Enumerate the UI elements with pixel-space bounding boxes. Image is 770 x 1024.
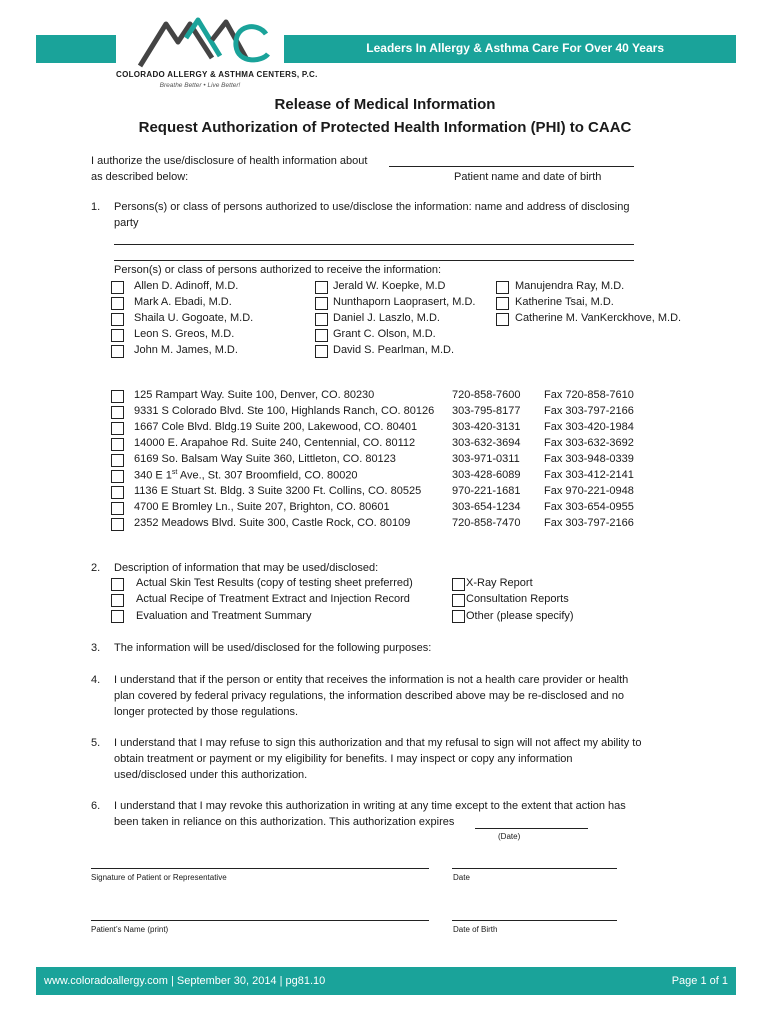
footer-bar	[36, 967, 736, 995]
section2-label: Description of information that may be used/disclosed:	[114, 562, 379, 574]
disclosing-party-line-1[interactable]	[114, 244, 634, 245]
logo-slogan: Breathe Better • Live Better!	[159, 82, 241, 89]
location-address: 2352 Meadows Blvd. Suite 300, Castle Rock, CO. 80109	[134, 517, 411, 529]
location-address	[134, 469, 358, 482]
location-address: 1667 Cole Blvd. Bldg.19 Suite 200, Lakewood, CO. 80401	[134, 421, 418, 433]
location-checkbox[interactable]	[111, 406, 124, 419]
section4-text: longer protected by those regulations.	[114, 706, 299, 718]
doctor-checkbox[interactable]	[315, 281, 328, 294]
section5-text: obtain treatment or payment or my eligibility for benefits. I may inspect or copy any information	[114, 753, 573, 765]
doctor-checkbox[interactable]	[111, 313, 124, 326]
doctor-name: Grant C. Olson, M.D.	[333, 328, 436, 340]
location-fax: Fax 303-948-0339	[544, 453, 634, 465]
location-fax: Fax 303-412-2141	[544, 469, 634, 481]
section6-number: 6.	[91, 800, 101, 812]
doctor-name: Katherine Tsai, M.D.	[515, 296, 614, 308]
logo-mark-icon	[116, 16, 284, 68]
location-fax: Fax 303-420-1984	[544, 421, 634, 433]
doctor-name: John M. James, M.D.	[134, 344, 238, 356]
location-fax: Fax 303-797-2166	[544, 517, 634, 529]
date-field[interactable]	[452, 868, 617, 869]
doctor-name: Catherine M. VanKerckhove, M.D.	[515, 312, 682, 324]
location-checkbox[interactable]	[111, 422, 124, 435]
location-phone: 303-632-3694	[452, 437, 521, 449]
info-option: Actual Skin Test Results (copy of testing sheet preferred)	[136, 577, 413, 589]
doctor-name: Leon S. Greos, M.D.	[134, 328, 235, 340]
section6-text: been taken in reliance on this authorization. This authorization expires	[114, 816, 455, 828]
authorize-text: I authorize the use/disclosure of health information about	[91, 155, 368, 167]
page-subtitle: Request Authorization of Protected Health Information (PHI) to CAAC	[138, 119, 632, 136]
doctor-checkbox[interactable]	[496, 313, 509, 326]
location-fax: Fax 720-858-7610	[544, 389, 634, 401]
doctor-checkbox[interactable]	[315, 345, 328, 358]
patient-name-label: Patient name and date of birth	[454, 171, 602, 183]
location-phone: 303-420-3131	[452, 421, 521, 433]
doctor-name: Mark A. Ebadi, M.D.	[134, 296, 232, 308]
caac-logo	[116, 16, 318, 98]
section2-number: 2.	[91, 562, 101, 574]
page-number: Page 1 of 1	[671, 975, 728, 987]
section1-text: Persons(s) or class of persons authorized to use/disclose the information: name and address of disclosing	[114, 201, 630, 213]
info-checkbox[interactable]	[111, 578, 124, 591]
doctor-checkbox[interactable]	[315, 329, 328, 342]
location-address: 6169 So. Balsam Way Suite 360, Littleton, CO. 80123	[134, 453, 396, 465]
section3-text: The information will be used/disclosed for the following purposes:	[114, 642, 432, 654]
logo-name: COLORADO ALLERGY & ASTHMA CENTERS, P.C.	[116, 70, 318, 79]
location-checkbox[interactable]	[111, 470, 124, 483]
location-phone: 970-221-1681	[452, 485, 521, 497]
info-checkbox[interactable]	[111, 610, 124, 623]
as-described-text: as described below:	[91, 171, 189, 183]
doctor-checkbox[interactable]	[496, 297, 509, 310]
location-checkbox[interactable]	[111, 486, 124, 499]
location-fax: Fax 303-797-2166	[544, 405, 634, 417]
section5-text: used/disclosed under this authorization.	[114, 769, 308, 781]
location-checkbox[interactable]	[111, 390, 124, 403]
doctor-checkbox[interactable]	[315, 313, 328, 326]
location-address: 125 Rampart Way. Suite 100, Denver, CO. 80230	[134, 389, 375, 401]
patient-name-print-field[interactable]	[91, 920, 429, 921]
location-fax: Fax 303-654-0955	[544, 501, 634, 513]
section5-text: I understand that I may refuse to sign this authorization and that my refusal to sign will not affect my ability to	[114, 737, 642, 749]
page-title: Release of Medical Information	[274, 96, 496, 113]
location-phone: 720-858-7600	[452, 389, 521, 401]
location-address: 14000 E. Arapahoe Rd. Suite 240, Centennial, CO. 80112	[134, 437, 416, 449]
location-fax: Fax 303-632-3692	[544, 437, 634, 449]
info-checkbox[interactable]	[452, 610, 465, 623]
info-checkbox[interactable]	[452, 594, 465, 607]
location-phone: 303-428-6089	[452, 469, 521, 481]
location-phone: 303-795-8177	[452, 405, 521, 417]
section4-text: plan covered by federal privacy regulations, the information described above may be re-disclosed and no	[114, 690, 624, 702]
date-label: Date	[453, 873, 470, 882]
location-checkbox[interactable]	[111, 438, 124, 451]
section1-text-2: party	[114, 217, 139, 229]
location-address: 4700 E Bromley Ln., Suite 207, Brighton, CO. 80601	[134, 501, 390, 513]
info-checkbox[interactable]	[111, 594, 124, 607]
doctor-checkbox[interactable]	[111, 281, 124, 294]
location-fax: Fax 970-221-0948	[544, 485, 634, 497]
doctor-checkbox[interactable]	[111, 297, 124, 310]
expiration-date-label: (Date)	[498, 832, 521, 841]
location-phone: 303-654-1234	[452, 501, 521, 513]
patient-name-field[interactable]	[389, 166, 634, 167]
info-option: Other (please specify)	[466, 610, 574, 622]
signature-field[interactable]	[91, 868, 429, 869]
section3-number: 3.	[91, 642, 101, 654]
patient-name-print-label: Patient’s Name (print)	[91, 925, 169, 934]
location-phone: 720-858-7470	[452, 517, 521, 529]
footer-info: www.coloradoallergy.com | September 30, 2014 | pg81.10	[44, 975, 326, 987]
location-address: 1136 E Stuart St. Bldg. 3 Suite 3200 Ft. Collins, CO. 80525	[134, 485, 422, 497]
doctor-name: Jerald W. Koepke, M.D	[333, 280, 446, 292]
disclosing-party-line-2[interactable]	[114, 260, 634, 261]
expiration-date-field[interactable]	[475, 828, 588, 829]
location-phone: 303-971-0311	[452, 453, 520, 465]
section6-text: I understand that I may revoke this authorization in writing at any time except to the extent that action has	[114, 800, 626, 812]
doctor-checkbox[interactable]	[111, 345, 124, 358]
receive-label: Person(s) or class of persons authorized to receive the information:	[114, 264, 442, 276]
date-of-birth-field[interactable]	[452, 920, 617, 921]
doctor-name: Shaila U. Gogoate, M.D.	[134, 312, 254, 324]
section4-number: 4.	[91, 674, 101, 686]
info-checkbox[interactable]	[452, 578, 465, 591]
location-address-sup: st	[171, 469, 178, 476]
signature-label: Signature of Patient or Representative	[91, 873, 227, 882]
location-address: 9331 S Colorado Blvd. Ste 100, Highlands Ranch, CO. 80126	[134, 405, 435, 417]
section4-text: I understand that if the person or entity that receives the information is not a health care provider or health	[114, 674, 629, 686]
doctor-checkbox[interactable]	[111, 329, 124, 342]
location-checkbox[interactable]	[111, 502, 124, 515]
doctor-name: Manujendra Ray, M.D.	[515, 280, 625, 292]
info-option: Actual Recipe of Treatment Extract and Injection Record	[136, 593, 410, 605]
location-address-part: 340 E 1	[134, 469, 172, 482]
doctor-checkbox[interactable]	[315, 297, 328, 310]
doctor-name: Daniel J. Laszlo, M.D.	[333, 312, 440, 324]
location-checkbox[interactable]	[111, 518, 124, 531]
doctor-name: Nunthaporn Laoprasert, M.D.	[333, 296, 476, 308]
doctor-checkbox[interactable]	[496, 281, 509, 294]
doctor-name: David S. Pearlman, M.D.	[333, 344, 455, 356]
header-tagline: Leaders In Allergy & Asthma Care For Over 40 Years	[366, 41, 664, 55]
doctor-name: Allen D. Adinoff, M.D.	[134, 280, 239, 292]
location-checkbox[interactable]	[111, 454, 124, 467]
info-option: X-Ray Report	[466, 577, 533, 589]
info-option: Consultation Reports	[466, 593, 569, 605]
info-option: Evaluation and Treatment Summary	[136, 610, 312, 622]
section5-number: 5.	[91, 737, 101, 749]
date-of-birth-label: Date of Birth	[453, 925, 498, 934]
location-address-part: Ave., St. 307 Broomfield, CO. 80020	[177, 469, 358, 482]
section1-number: 1.	[91, 201, 101, 213]
